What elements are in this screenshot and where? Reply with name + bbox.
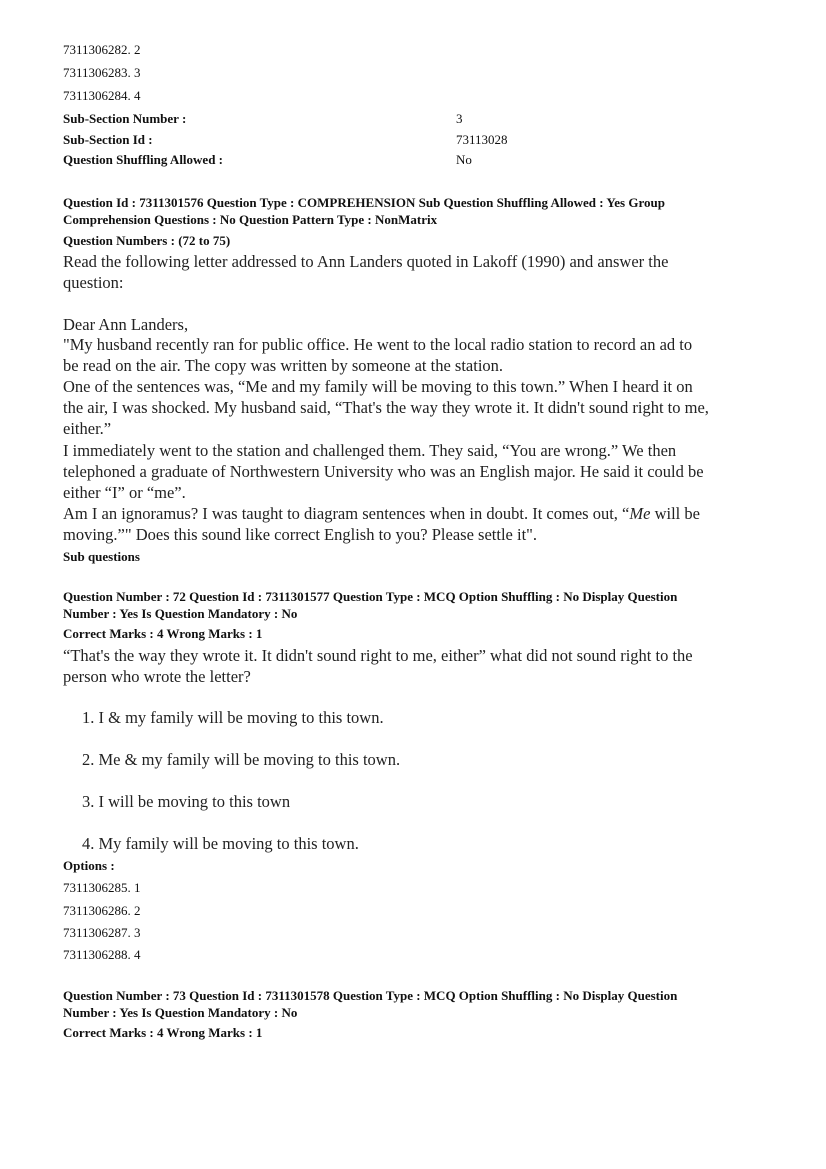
answer-choice: 4. My family will be moving to this town. — [82, 834, 359, 853]
letter-line-part: will be — [650, 504, 700, 523]
comprehension-header: Question Id : 7311301576 Question Type : COMPREHENSION Sub Question Shuffling Allowed : Yes Group — [63, 195, 665, 210]
letter-line: moving.”" Does this sound like correct English to you? Please settle it". — [63, 525, 538, 544]
answer-choice: 2. Me & my family will be moving to this town. — [82, 750, 401, 769]
passage-intro: question: — [63, 273, 124, 292]
sub-questions-label: Sub questions — [63, 549, 140, 564]
subsection-id-label: Sub-Section Id : — [63, 132, 153, 147]
question-numbers: Question Numbers : (72 to 75) — [63, 233, 231, 248]
option-id: 7311306287. 3 — [63, 925, 141, 940]
letter-line-part: Am I an ignoramus? I was taught to diagram sentences when in doubt. It comes out, “ — [63, 504, 630, 523]
letter-line — [63, 503, 700, 524]
letter-line: either “I” or “me”. — [63, 483, 186, 502]
letter-line: be read on the air. The copy was written by someone at the station. — [63, 356, 504, 375]
passage-intro: Read the following letter addressed to Ann Landers quoted in Lakoff (1990) and answer the — [63, 252, 669, 271]
letter-line: I immediately went to the station and challenged them. They said, “You are wrong.” We then — [63, 441, 677, 460]
question-shuffling-label: Question Shuffling Allowed : — [63, 152, 224, 167]
answer-choice: 1. I & my family will be moving to this town. — [82, 708, 384, 727]
subsection-id-value: 73113028 — [456, 132, 508, 147]
option-id: 7311306284. 4 — [63, 88, 141, 103]
question-72-header: Question Number : 72 Question Id : 7311301577 Question Type : MCQ Option Shuffling : No Display Question — [63, 589, 678, 604]
subsection-number-label: Sub-Section Number : — [63, 111, 187, 126]
question-72-header: Number : Yes Is Question Mandatory : No — [63, 606, 298, 621]
option-id: 7311306286. 2 — [63, 903, 141, 918]
options-label: Options : — [63, 858, 115, 873]
answer-choice: 3. I will be moving to this town — [82, 792, 291, 811]
letter-line: Dear Ann Landers, — [63, 315, 189, 334]
letter-italic-word: Me — [629, 504, 651, 523]
letter-line: telephoned a graduate of Northwestern University who was an English major. He said it could be — [63, 462, 704, 481]
letter-line: either.” — [63, 419, 112, 438]
option-id: 7311306285. 1 — [63, 880, 141, 895]
question-73-marks: Correct Marks : 4 Wrong Marks : 1 — [63, 1025, 263, 1040]
question-72-text: person who wrote the letter? — [63, 667, 251, 686]
question-73-header: Number : Yes Is Question Mandatory : No — [63, 1005, 298, 1020]
letter-line: One of the sentences was, “Me and my family will be moving to this town.” When I heard it on — [63, 377, 693, 396]
option-id: 7311306283. 3 — [63, 65, 141, 80]
letter-line: the air, I was shocked. My husband said, “That's the way they wrote it. It didn't sound right to me, — [63, 398, 709, 417]
option-id: 7311306288. 4 — [63, 947, 141, 962]
subsection-number-value: 3 — [456, 111, 463, 126]
question-shuffling-value: No — [456, 152, 472, 167]
option-id: 7311306282. 2 — [63, 42, 141, 57]
question-73-header: Question Number : 73 Question Id : 7311301578 Question Type : MCQ Option Shuffling : No Display Question — [63, 988, 678, 1003]
question-72-text: “That's the way they wrote it. It didn't sound right to me, either” what did not sound right to the — [63, 646, 693, 665]
question-72-marks: Correct Marks : 4 Wrong Marks : 1 — [63, 626, 263, 641]
letter-line: "My husband recently ran for public office. He went to the local radio station to record an ad to — [63, 335, 693, 354]
comprehension-header: Comprehension Questions : No Question Pattern Type : NonMatrix — [63, 212, 438, 227]
